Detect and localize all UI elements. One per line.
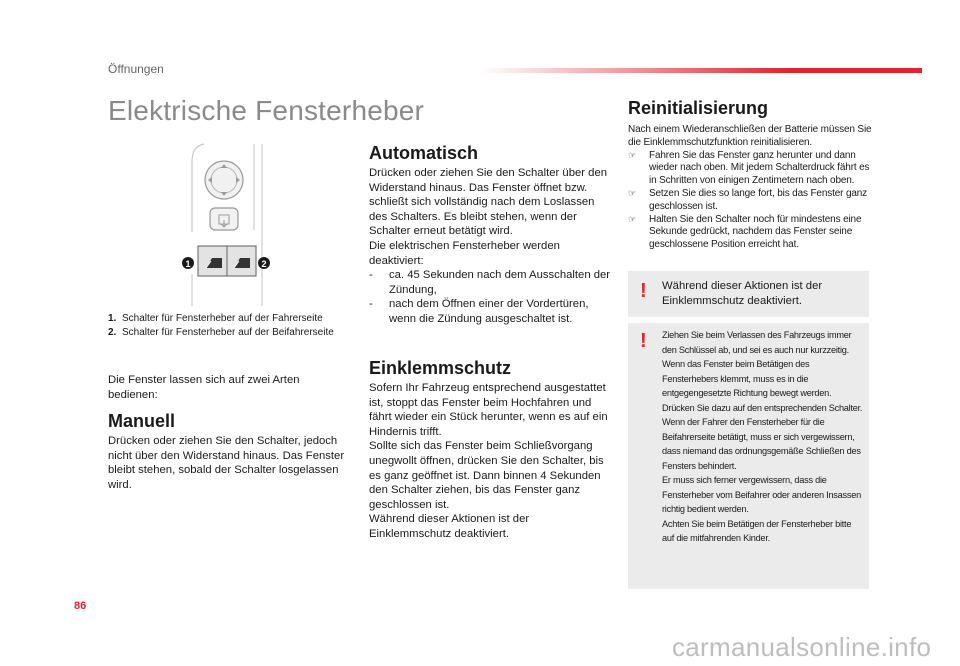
watermark: carmanualsonline.info [672, 632, 932, 662]
page-title: Elektrische Fensterheber [108, 95, 425, 126]
heading-reinitialisierung: Reinitialisierung [628, 98, 769, 118]
dpad-control-icon [205, 161, 243, 199]
manuell-text: Drücken oder ziehen Sie den Schalter, jedoch nicht über den Widerstand hinaus. Das Fenster bleibt stehen, sobald der Schalter losgelassen wird. [108, 435, 345, 491]
reinit-section [628, 124, 874, 252]
safety-warning-box [628, 323, 869, 589]
page-number: 86 [74, 600, 87, 612]
pointing-hand-icon: ☞ [628, 188, 636, 199]
warning-icon: ! [640, 280, 647, 302]
safety-warning-text [662, 328, 864, 546]
svg-text:1: 1 [185, 259, 191, 269]
heading-automatisch: Automatisch [369, 143, 479, 163]
list-item: - nach dem Öffnen einer der Vordertüren, wenn die Zündung ausgeschaltet ist. [369, 297, 611, 326]
lock-button-icon [210, 208, 238, 230]
deactivation-list [369, 268, 611, 326]
pointing-hand-icon: ☞ [628, 214, 636, 225]
svg-text:2: 2 [261, 259, 267, 269]
einklemm-paragraph: Während dieser Aktionen ist der Einklemmschutz deaktiviert. [369, 513, 530, 540]
window-switch-illustration [182, 142, 278, 308]
legend-item: 2. Schalter für Fensterheber auf der Beifahrerseite [108, 327, 334, 338]
callout-2 [258, 257, 270, 269]
heading-einklemmschutz: Einklemmschutz [369, 358, 512, 378]
callout-1 [182, 257, 194, 269]
list-item: - ca. 45 Sekunden nach dem Ausschalten der Zündung, [369, 268, 611, 297]
heading-manuell: Manuell [108, 411, 176, 431]
pointing-hand-icon: ☞ [628, 150, 636, 161]
window-switch-icon [198, 246, 256, 276]
einklemm-paragraph: Sollte sich das Fenster beim Schließvorgang unegwollt öffnen, drücken Sie den Schalter, bis es ganz geöffnet ist. Dann binnen 4 Sekunden den Schalter ziehen, bis das Fenster ganz geschlossen ist. [369, 440, 604, 511]
warning-paragraph: Wenn das Fenster beim Betätigen des Fensterhebers klemmt, muss es in die entgegengesetzte Richtung bewegt werden. Drücken Sie dazu auf den entsprechenden Schalter. [662, 359, 863, 413]
automatisch-text2: Die elektrischen Fensterheber werden deaktiviert: [369, 239, 560, 267]
reinit-steps [628, 150, 874, 252]
warning-box [628, 271, 869, 317]
header-accent-rule [480, 68, 922, 73]
warning-text: Während dieser Aktionen ist der Einklemmschutz deaktiviert. [662, 280, 823, 307]
warning-paragraph: Achten Sie beim Betätigen der Fensterheber bitte auf die mitfahrenden Kinder. [662, 518, 852, 543]
einklemm-section [369, 381, 611, 542]
illustration-legend [108, 312, 358, 340]
intro-text: Die Fenster lassen sich auf zwei Arten bedienen: [108, 374, 300, 401]
automatisch-section [369, 166, 611, 327]
list-item: ☞ Setzen Sie dies so lange fort, bis das Fenster ganz geschlossen ist. [628, 187, 868, 212]
warning-paragraph: Er muss sich ferner vergewissern, dass die Fensterheber vom Beifahrer oder anderen Insassen richtig bedient werden. [662, 475, 861, 514]
section-label: Öffnungen [108, 62, 164, 76]
automatisch-text: Drücken oder ziehen Sie den Schalter über den Widerstand hinaus. Das Fenster öffnet bzw. schließt sich vollständig nach dem Loslassen des Schalters. Es bleibt stehen, wenn der Schalter erneut betätigt wird. [369, 167, 608, 238]
legend-item: 1. Schalter für Fensterheber auf der Fahrerseite [108, 313, 323, 324]
list-item: ☞ Halten Sie den Schalter noch für mindestens eine Sekunde gedrückt, nachdem das Fenster seine geschlossene Position erreicht hat. [628, 213, 862, 251]
einklemm-paragraph: Sofern Ihr Fahrzeug entsprechend ausgestattet ist, stoppt das Fenster beim Hochfahren und fährt wieder ein Stück herunter, wenn es auf ein Hindernis trifft. [369, 382, 608, 438]
reinit-intro: Nach einem Wiederanschließen der Batterie müssen Sie die Einklemmschutzfunktion reinitialisieren. [628, 124, 872, 148]
warning-paragraph: Wenn der Fahrer den Fensterheber für die Beifahrerseite betätigt, muss er sich vergewissern, dass niemand das ordnungsgemäße Schließen des Fensters behindert. [662, 417, 861, 471]
list-item: ☞ Fahren Sie das Fenster ganz herunter und dann wieder nach oben. Mit jedem Schalterdruck fährt es in Schritten von einigen Zentimetern nach oben. [628, 149, 870, 187]
warning-icon: ! [640, 330, 647, 352]
warning-paragraph: Ziehen Sie beim Verlassen des Fahrzeugs immer den Schlüssel ab, und sei es auch nur kurzzeitig. [662, 330, 852, 355]
